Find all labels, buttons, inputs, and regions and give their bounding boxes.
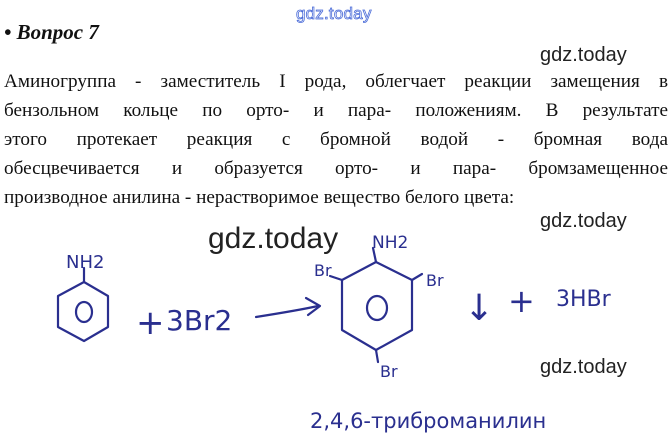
product-bond-left <box>330 276 342 280</box>
question-heading: • Вопрос 7 <box>4 20 99 44</box>
reagent-label: 3Br2 <box>166 304 233 337</box>
byproduct-label: 3HBr <box>556 287 611 312</box>
product-group-label: NH2 <box>372 233 409 253</box>
product-br-bottom: Br <box>380 362 398 381</box>
watermark-top: gdz.today <box>296 4 372 23</box>
product-bond-right <box>412 274 422 280</box>
aniline-group-label: NH2 <box>66 252 105 273</box>
product-name: 2,4,6-трибромaнилин <box>310 409 547 433</box>
paragraph-line-5: производное анилина - нерастворимое вещество белого цвета: <box>4 187 515 208</box>
watermark-right-1: gdz.today <box>540 44 627 66</box>
watermark-right-3: gdz.today <box>540 356 627 378</box>
product-inner-circle <box>367 296 387 320</box>
paragraph-line-3: этого протекает реакция с бромной водой - бромная вода <box>4 129 668 150</box>
watermark-large: gdz.today <box>208 222 339 255</box>
paragraph-line-4: обесцвечивается и образуется орто- и пара- бромзамещенное <box>4 158 668 179</box>
product-ring <box>342 262 412 350</box>
watermark-right-2: gdz.today <box>540 210 627 232</box>
plus-sign-1: + <box>136 303 165 343</box>
plus-sign-2: + <box>508 282 535 320</box>
product-bond-bottom <box>376 350 378 362</box>
product-br-right: Br <box>426 271 444 290</box>
aniline-ring <box>58 282 108 341</box>
aniline-inner-circle <box>76 302 92 322</box>
paragraph-line-1: Аминогруппа - заместитель I рода, облегчает реакции замещения в <box>4 71 668 92</box>
product-br-left: Br <box>314 261 332 280</box>
paragraph-line-2: бензольном кольце по орто- и пара- положениям. В результате <box>4 100 668 121</box>
precipitate-arrow: ↓ <box>464 288 495 329</box>
